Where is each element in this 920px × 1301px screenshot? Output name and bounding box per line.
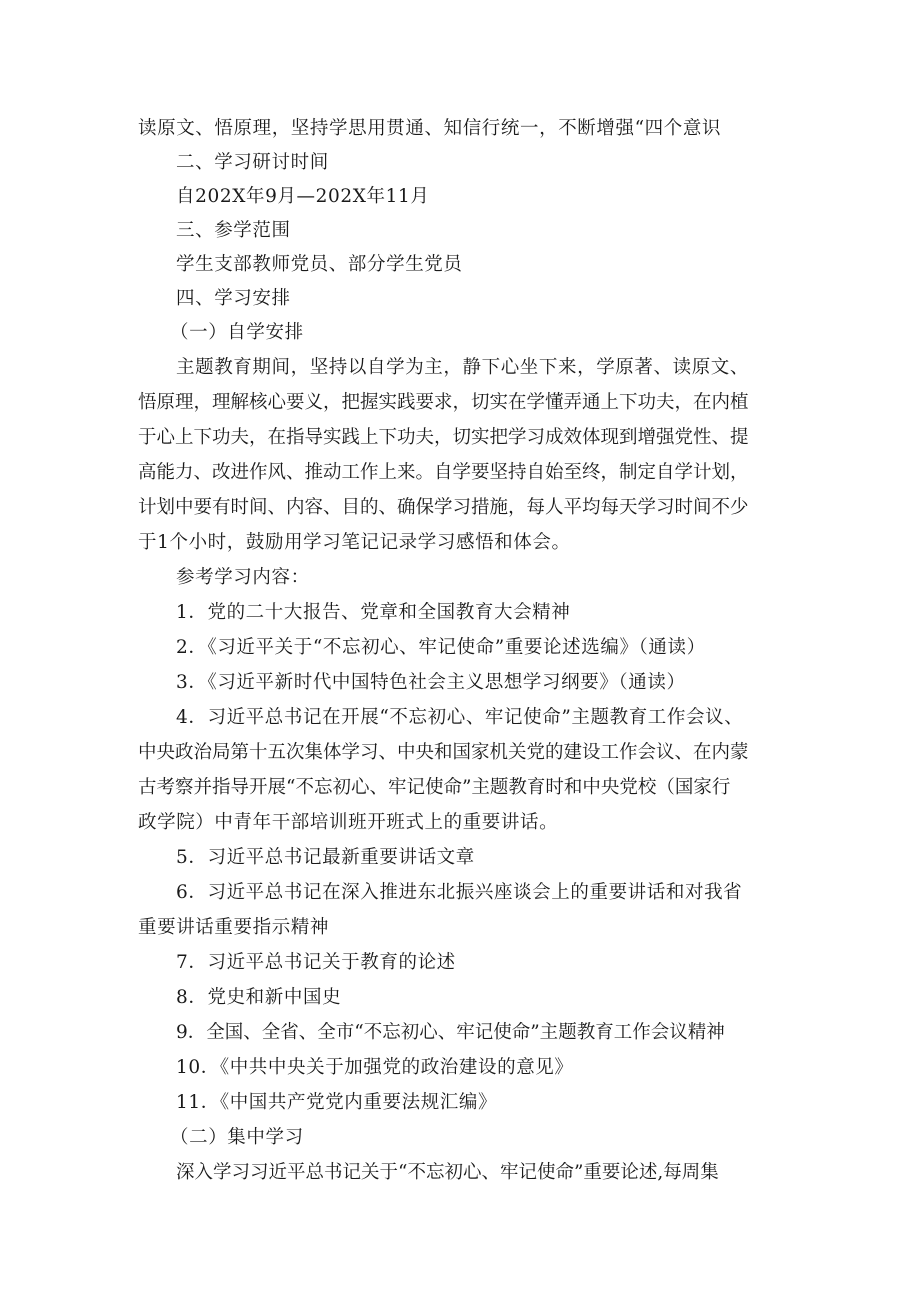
list-item: 1．党的二十大报告、党章和全国教育大会精神 [176,602,571,623]
list-item-continuation: 中央政治局第十五次集体学习、中央和国家机关党的建设工作会议、在内蒙 [138,742,749,763]
list-item-continuation: 政学院）中青年干部培训班开班式上的重要讲话。 [138,812,559,833]
list-item: 7．习近平总书记关于教育的论述 [176,952,456,973]
list-item-continuation: 古考察并指导开展“不忘初心、牢记使命”主题教育时和中央党校（国家行 [138,777,731,798]
list-item: 11．《中国共产党党内重要法规汇编》 [176,1092,498,1113]
list-item: 9．全国、全省、全市“不忘初心、牢记使命”主题教育工作会议精神 [176,1022,725,1043]
paragraph-line: 计划中要有时间、内容、目的、确保学习措施，每人平均每天学习时间不少 [138,497,749,518]
paragraph-line: 自202X年9月—202X年11月 [176,186,430,207]
section-heading: 四、学习安排 [176,288,291,309]
paragraph-line: 主题教育期间，坚持以自学为主，静下心坐下来，学原著、读原文、 [176,357,750,378]
list-item: 2．《习近平关于“不忘初心、牢记使命”重要论述选编》（通读） [176,637,706,658]
paragraph-line: 读原文、悟原理，坚持学思用贯通、知信行统一，不断增强“四个意识 [138,118,722,139]
paragraph-line: 于心上下功夫，在指导实践上下功夫，切实把学习成效体现到增强党性、提 [138,427,749,448]
paragraph-line: 深入学习习近平总书记关于“不忘初心、牢记使命”重要论述,每周集 [176,1162,719,1183]
list-item: 10．《中共中央关于加强党的政治建设的意见》 [176,1057,574,1078]
subsection-heading: （二）集中学习 [170,1127,304,1148]
section-heading: 二、学习研讨时间 [176,152,329,173]
section-heading: 三、参学范围 [176,220,291,241]
paragraph-line: 悟原理，理解核心要义，把握实践要求，切实在学懂弄通上下功夫，在内植 [138,392,749,413]
paragraph-line: 高能力、改进作风、推动工作上来。自学要坚持自始至终，制定自学计划， [138,462,749,483]
subsection-heading: （一）自学安排 [170,322,304,343]
list-item: 8．党史和新中国史 [176,987,342,1008]
list-item: 3．《习近平新时代中国特色社会主义思想学习纲要》（通读） [176,672,686,693]
list-item: 5．习近平总书记最新重要讲话文章 [176,847,475,868]
paragraph-line: 学生支部教师党员、部分学生党员 [176,254,463,275]
list-item: 4．习近平总书记在开展“不忘初心、牢记使命”主题教育工作会议、 [176,707,744,728]
list-item-continuation: 重要讲话重要指示精神 [138,917,330,938]
paragraph-line: 于1个小时，鼓励用学习笔记记录学习感悟和体会。 [138,532,571,553]
list-item: 6．习近平总书记在深入推进东北振兴座谈会上的重要讲话和对我省 [176,882,743,903]
list-heading: 参考学习内容： [176,567,310,588]
